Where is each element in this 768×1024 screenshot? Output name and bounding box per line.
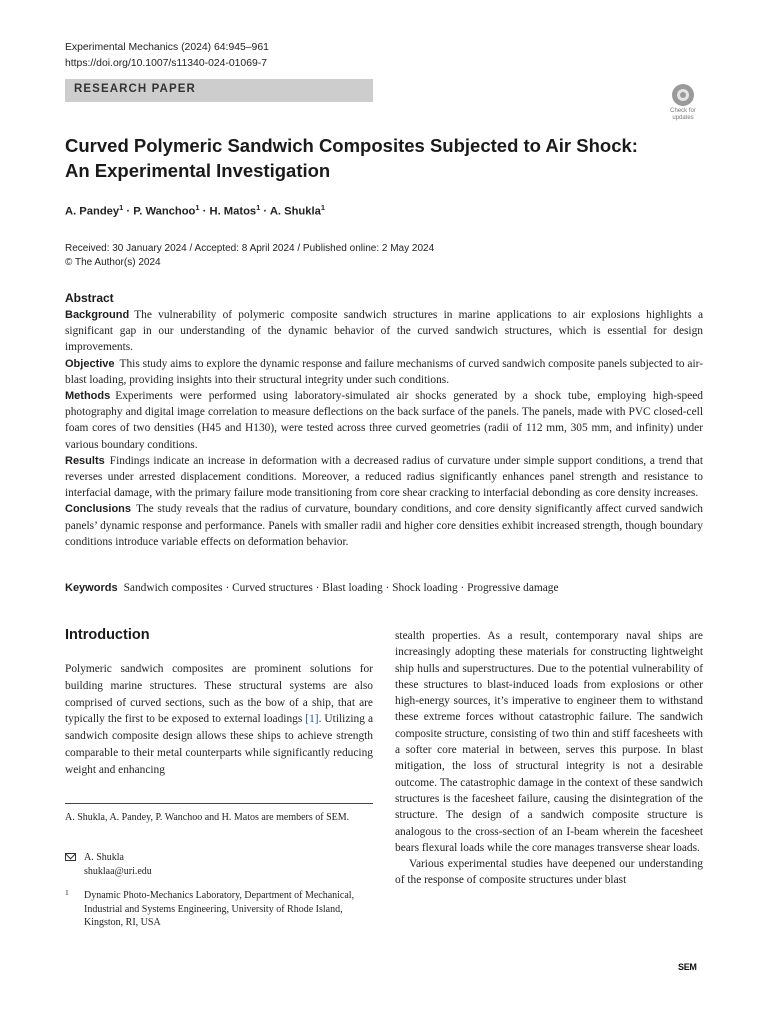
copyright-line: © The Author(s) 2024 [65, 256, 161, 268]
introduction-heading: Introduction [65, 627, 150, 643]
check-updates-text: Check for updates [670, 108, 696, 121]
abstract-section-text: The vulnerability of polymeric composite sandwich structures in marine applications to air explosions highlights a significant gap in our understanding of the dynamic behavior of the curved sandwich structures, which is essential for design improvements. [65, 309, 703, 354]
abstract-section-text: Experiments were performed using laboratory-simulated air shocks generated by a shock tube, employing high-speed photography and digital image correlation to measure deflections on the back surface of the panels. The panels, made with PVC closed-cell foam cores of two densities (H45 and H130), were tested across three curved geometries (radii of 112 mm, 305 mm, and infinity) under various boundary conditions. [65, 390, 703, 451]
author-separator: · [199, 205, 210, 218]
author-affiliation-marker: 1 [256, 203, 261, 212]
doi-link[interactable]: https://doi.org/10.1007/s11340-024-01069-7 [65, 57, 267, 69]
abstract-section-conclusions [65, 501, 703, 550]
title-line-1: Curved Polymeric Sandwich Composites Subjected to Air Shock: [65, 135, 638, 156]
author-affiliation-marker: 1 [119, 203, 124, 212]
check-for-updates-badge[interactable] [664, 84, 702, 124]
abstract-section-label: Objective [65, 357, 115, 370]
paper-title [65, 134, 685, 183]
footnote-divider [65, 803, 373, 804]
affiliation-number: 1 [65, 888, 69, 897]
author-list [65, 203, 325, 218]
abstract-heading: Abstract [65, 291, 114, 305]
author-name[interactable]: P. Wanchoo [133, 205, 196, 218]
abstract-section-label: Conclusions [65, 503, 132, 516]
corresponding-name: A. Shukla [84, 852, 124, 863]
author-affiliation-marker: 1 [320, 203, 325, 212]
sem-logo-text: SEM [678, 962, 697, 972]
author-name[interactable]: A. Pandey [65, 205, 120, 218]
abstract-section-methods [65, 388, 703, 453]
article-meta [65, 40, 269, 71]
history-dates: Received: 30 January 2024 / Accepted: 8 April 2024 / Published online: 2 May 2024 [65, 243, 435, 254]
keywords [65, 582, 559, 594]
abstract-section-objective [65, 356, 703, 388]
intro-paragraph-continued: stealth properties. As a result, contemporary naval ships are increasingly adopting these materials for constructing lightweight ship hulls and superstructures. Due to the potential vulnerability of these structures to blast-induced loads from explosions or other high-energy sources, it’s imperative to engineer them to withstand these extreme forces without catastrophic failure. The sandwich composite structure, consisting of two thin and stiff facesheets with a softer core material in between, serves this purpose. In blast mitigation, the loss of structural integrity is not a desirable outcome. The catastrophic damage in the context of these sandwich structures is the facesheet failure, causing the disintegration of the structure. The design of a sandwich composite structure is analogous to the cross-section of an I-beam wherein the facesheet bears flexural loads while the core manages transverse shear loads. [395, 630, 703, 854]
keywords-label: Keywords [65, 582, 118, 594]
membership-footnote: A. Shukla, A. Pandey, P. Wanchoo and H. Matos are members of SEM. [65, 812, 350, 823]
publication-dates [65, 242, 434, 269]
citation-link[interactable]: [1] [305, 713, 319, 726]
abstract-section-label: Results [65, 454, 105, 467]
abstract-section-label: Background [65, 309, 130, 321]
article-type-label: RESEARCH PAPER [74, 83, 196, 95]
check-updates-icon [672, 84, 694, 106]
author-name[interactable]: H. Matos [209, 205, 257, 218]
abstract-section-background [65, 307, 703, 356]
title-line-2: An Experimental Investigation [65, 159, 331, 181]
affiliation: Dynamic Photo-Mechanics Laboratory, Department of Mechanical, Industrial and Systems Engineering, University of Rhode Island, Kingston, RI, USA [84, 890, 355, 928]
author-affiliation-marker: 1 [195, 203, 200, 212]
abstract-section-text: The study reveals that the radius of curvature, boundary conditions, and core density significantly affect curved sandwich panels’ dynamic response and performance. Panels with smaller radii and higher core densities exhibit increased strength, though boundary conditions introduce variable effects on deformation behavior. [65, 503, 703, 548]
keywords-text: Sandwich composites · Curved structures · Blast loading · Shock loading · Progressive damage [123, 582, 559, 594]
corresponding-email[interactable]: shuklaa@uri.edu [84, 866, 152, 877]
author-name[interactable]: A. Shukla [269, 205, 321, 218]
abstract-section-results [65, 453, 703, 502]
abstract-section-text: This study aims to explore the dynamic response and failure mechanisms of curved sandwich composite panels subjected to air-blast loading, providing insights into their structural integrity under such conditions. [65, 357, 703, 386]
intro-text-part-1: Polymeric sandwich composites are prominent solutions for building marine structures. These structural systems are also comprised of curved sections, such as the bow of a ship, that are typically the first to be exposed to external loadings [65, 663, 373, 726]
intro-paragraph-2: Various experimental studies have deepened our understanding of the response of composite structures under blast [395, 858, 703, 887]
abstract-body [65, 307, 703, 550]
corresponding-author [84, 851, 152, 879]
intro-text-part-2: . Utilizing a sandwich composite design allows these ships to achieve strength comparable to their metal counterparts while significantly reducing weight and enhancing [65, 713, 373, 776]
sem-logo [678, 957, 700, 970]
author-separator: · [260, 205, 270, 218]
author-separator: · [123, 205, 134, 218]
intro-right-column [395, 628, 703, 889]
intro-left-column [65, 661, 373, 779]
article-type-banner [65, 79, 373, 102]
journal-citation: Experimental Mechanics (2024) 64:945–961 [65, 42, 269, 53]
envelope-icon [65, 853, 76, 861]
abstract-section-text: Findings indicate an increase in deformation with a decreased radius of curvature under simple support conditions, a trend that reverses under arrested displacement conditions. Moreover, a reduced radius significantly enhances panel strength and resistance to interfacial damage, with the primary failure mode transitioning from core shear cracking to interfacial debonding as core density increases. [65, 454, 703, 500]
abstract-section-label: Methods [65, 390, 111, 403]
